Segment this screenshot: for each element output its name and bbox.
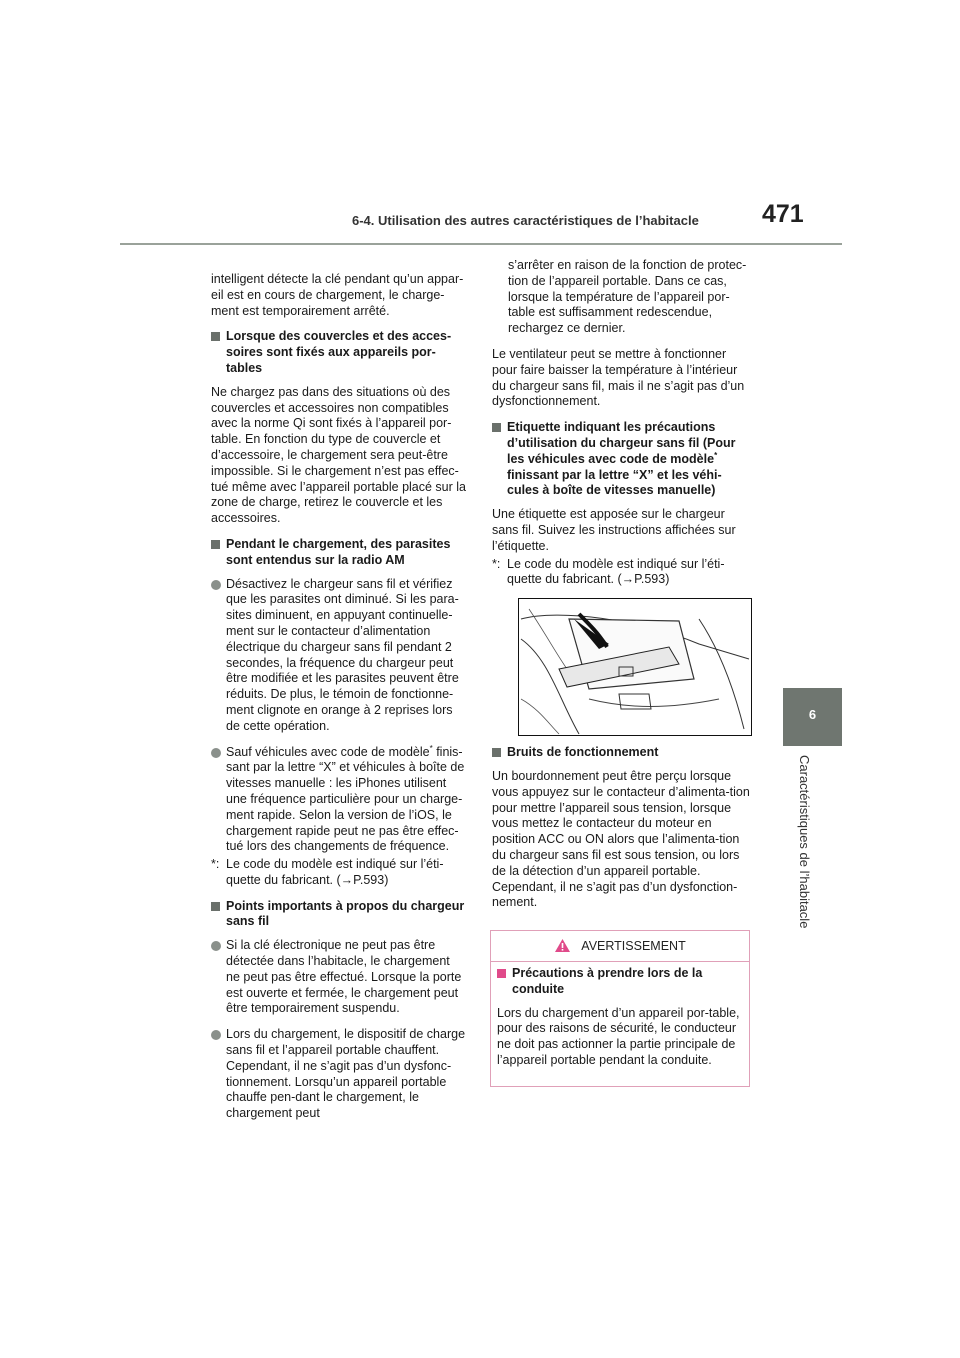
square-bullet-icon: [492, 423, 501, 432]
chapter-label: [787, 755, 837, 940]
right-column: [492, 258, 750, 921]
subheading: Pendant le chargement, des parasites sont entendus sur la radio AM: [211, 537, 467, 569]
paragraph: intelligent détecte la clé pendant qu’un appar-eil est en cours de chargement, le charge-ment est temporairement arrêté.: [211, 272, 464, 318]
square-bullet-icon: [492, 748, 501, 757]
paragraph: Un bourdonnement peut être perçu lorsque vous appuyez sur le contacteur d’alimenta-tion pour mettre l’appareil sous tension, lorsque vous mettez le contacteur du moteur en position ACC ou ON alors que l’alimenta-tion du chargeur sans fil est sous tension, ou lors de la détection d’un appareil portable. Cependant, il ne s’agit pas d’un dysfonction-nement.: [492, 768, 750, 910]
subheading: Lorsque des couvercles et des acces-soires sont fixés aux appareils por-tables: [211, 329, 467, 376]
warning-subheading: Précautions à prendre lors de la conduite: [497, 966, 743, 998]
square-bullet-icon: [211, 540, 220, 549]
section-title: 6-4. Utilisation des autres caractéristiques de l’habitacle: [352, 213, 699, 228]
warning-text: Lors du chargement d’un appareil por-table, pour des raisons de sécurité, le conducteur ne doit pas actionner la partie principale de l’appareil portable pendant la conduite.: [497, 1005, 740, 1067]
subheading: Bruits de fonctionnement: [492, 745, 750, 761]
chapter-label-text: Caractéristiques de l’habitacle: [797, 755, 812, 929]
square-bullet-icon: [211, 332, 220, 341]
subheading: Points importants à propos du chargeur sans fil: [211, 899, 467, 931]
list-item: Désactivez le chargeur sans fil et vérifiez que les parasites ont diminué. Si les para-sites diminuent, en appuyant continuelle-ment sur le contacteur d’alimentation électrique du chargeur sans fil pendant 2 secondes, la fréquence du chargeur peut être modifiée et les parasites peuvent être réduits. De plus, le témoin de fonctionne-ment clignote en orange à 2 reprises lors de cette opération.: [211, 577, 467, 735]
warning-box: [490, 930, 750, 1087]
footnote: *: Le code du modèle est indiqué sur l’éti-quette du fabricant. (→P.593): [211, 857, 444, 887]
chapter-tab: [783, 688, 842, 746]
round-bullet-icon: [211, 748, 221, 758]
paragraph: Le ventilateur peut se mettre à fonctionner pour faire baisser la température à l’intérieur du chargeur sans fil, mais il ne s’agit pas d’un dysfonctionnement.: [492, 346, 745, 409]
page-number: 471: [762, 200, 804, 228]
round-bullet-icon: [211, 1030, 221, 1040]
warning-title: AVERTISSEMENT: [581, 939, 686, 953]
round-bullet-icon: [211, 941, 221, 951]
footnote: *: Le code du modèle est indiqué sur l’éti-quette du fabricant. (→P.593): [492, 556, 725, 587]
list-item: Sauf véhicules avec code de modèle* finis-sant par la lettre “X” et véhicules à boîte de vitesses manuelle : les iPhones utilisent une fréquence particulière pour un charge-ment rapide. Selon la version de l’iOS, le chargement rapide peut ne pas être effec-tué lors des changements de fréquence.: [211, 745, 467, 856]
round-bullet-icon: [211, 580, 221, 590]
warning-triangle-icon: [554, 938, 571, 953]
square-bullet-icon: [497, 969, 506, 978]
list-item: Si la clé électronique ne peut pas être détectée dans l’habitacle, le chargement ne peut pas être effectué. Lorsque la porte est ouverte et fermée, le chargement peut être temporairement suspendu.: [211, 938, 467, 1017]
header-rule: [120, 243, 842, 245]
wireless-charger-illustration: [518, 598, 752, 736]
paragraph: Une étiquette est apposée sur le chargeur sans fil. Suivez les instructions affichées sur l’étiquette.: [492, 507, 736, 553]
warning-header: [491, 931, 749, 962]
subheading: Etiquette indiquant les précautions d’utilisation du chargeur sans fil (Pour les véhicules avec code de modèle* finissant par la lettre “X” et les véhi-cules à boîte de vitesses manuelle): [492, 420, 750, 499]
chapter-number: 6: [808, 707, 817, 722]
wireless-charger-drawing: [519, 599, 751, 735]
paragraph: Ne chargez pas dans des situations où des couvercles et accessoires non compatibles avec la norme Qi sont fixés à l’appareil por-table. En fonction du type de couvercle et d’accessoire, le chargement sera peut-être impossible. Si le chargement n’est pas effec-tué même avec l’appareil portable placé sur la zone de charge, retirez le couvercle et les accessoires.: [211, 384, 466, 526]
square-bullet-icon: [211, 902, 220, 911]
list-item: Lors du chargement, le dispositif de charge sans fil et l’appareil portable chauffent. Cependant, il ne s’agit pas d’un dysfonc-tionnement. Lorsqu’un appareil portable chauffe pen-dant le chargement, le chargement peut: [211, 1027, 467, 1122]
left-column: [211, 272, 467, 1132]
paragraph: s’arrêter en raison de la fonction de protec-tion de l’appareil portable. Dans ce cas, lorsque la température de l’appareil por-table est suffisamment redescendue, rechargez ce dernier.: [508, 258, 747, 336]
